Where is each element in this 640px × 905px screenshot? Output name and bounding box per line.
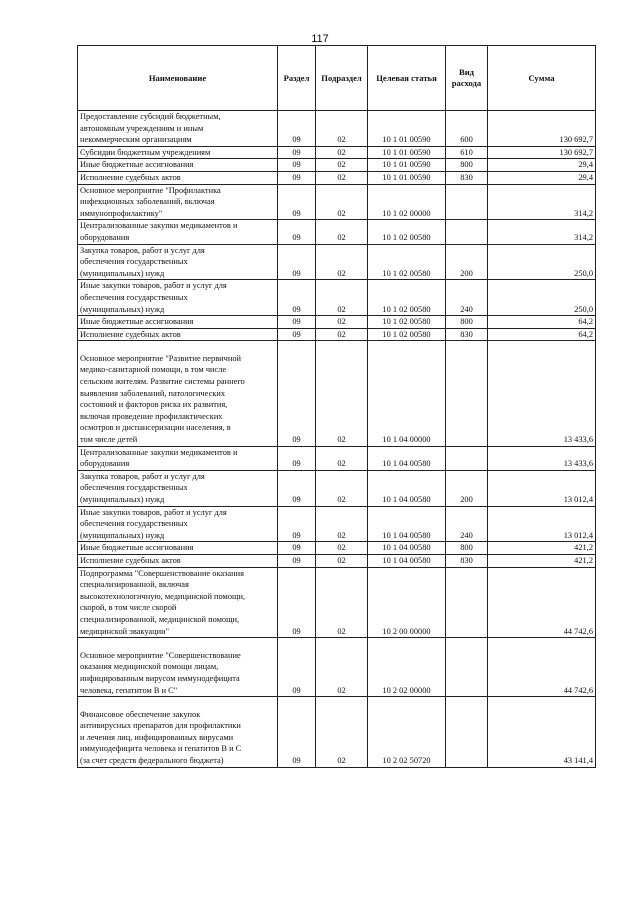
table-row <box>78 638 596 697</box>
row-sum: 64,2 <box>488 316 596 329</box>
row-section: 09 <box>278 470 316 506</box>
row-subsection: 02 <box>316 446 368 470</box>
table-row <box>78 184 596 220</box>
row-subsection: 02 <box>316 146 368 159</box>
row-target: 10 1 04 00000 <box>368 341 446 446</box>
row-section: 09 <box>278 111 316 147</box>
row-name: Основное мероприятие "Развитие первичной медико-санитарной помощи, в том числе сельским жителям. Развитие системы раннего выявления заболеваний, патологических состояний и факторов риска их развития, включая проведение профилактических осмотров и диспансеризации населения, в том числе детей <box>78 341 278 446</box>
row-subsection: 02 <box>316 159 368 172</box>
row-name: Основное мероприятие "Совершенствование оказания медицинской помощи лицам, инфицированным вирусом иммунодефицита человека, гепатитом B и C" <box>78 638 278 697</box>
row-sum: 314,2 <box>488 220 596 244</box>
row-expense-type: 830 <box>446 328 488 341</box>
table-row <box>78 554 596 567</box>
table-row <box>78 244 596 280</box>
table-row <box>78 542 596 555</box>
row-subsection: 02 <box>316 638 368 697</box>
row-section: 09 <box>278 567 316 638</box>
row-name: Иные бюджетные ассигнования <box>78 542 278 555</box>
row-target: 10 2 00 00000 <box>368 567 446 638</box>
row-name: Исполнение судебных актов <box>78 171 278 184</box>
header-section: Раздел <box>278 46 316 111</box>
row-section: 09 <box>278 697 316 768</box>
row-expense-type <box>446 184 488 220</box>
row-sum: 43 141,4 <box>488 697 596 768</box>
budget-table <box>77 45 596 768</box>
row-section: 09 <box>278 316 316 329</box>
row-expense-type <box>446 341 488 446</box>
row-expense-type: 830 <box>446 554 488 567</box>
header-sum: Сумма <box>488 46 596 111</box>
row-section: 09 <box>278 506 316 542</box>
row-section: 09 <box>278 184 316 220</box>
table-row <box>78 341 596 446</box>
row-sum: 13 433,6 <box>488 446 596 470</box>
table-row <box>78 159 596 172</box>
table-row <box>78 146 596 159</box>
row-section: 09 <box>278 542 316 555</box>
row-subsection: 02 <box>316 697 368 768</box>
row-expense-type: 200 <box>446 470 488 506</box>
row-name: Субсидии бюджетным учреждениям <box>78 146 278 159</box>
row-name: Подпрограмма "Совершенствование оказания специализированной, включая высокотехнологичную, медицинской помощи, скорой, в том числе скорой специализированной, медицинской помощи, медицинской эвакуации" <box>78 567 278 638</box>
row-target: 10 1 02 00580 <box>368 316 446 329</box>
row-name: Финансовое обеспечение закупок антивирусных препаратов для профилактики и лечения лиц, инфицированных вирусами иммунодефицита человека и гепатитов B и C (за счет средств федерального бюджета) <box>78 697 278 768</box>
row-target: 10 1 01 00590 <box>368 159 446 172</box>
row-name: Исполнение судебных актов <box>78 328 278 341</box>
row-subsection: 02 <box>316 316 368 329</box>
row-subsection: 02 <box>316 171 368 184</box>
row-name: Закупка товаров, работ и услуг для обеспечения государственных (муниципальных) нужд <box>78 244 278 280</box>
row-expense-type: 800 <box>446 159 488 172</box>
table-row <box>78 280 596 316</box>
header-subsection: Подраздел <box>316 46 368 111</box>
table-row <box>78 470 596 506</box>
row-target: 10 1 01 00590 <box>368 171 446 184</box>
row-subsection: 02 <box>316 328 368 341</box>
row-name: Исполнение судебных актов <box>78 554 278 567</box>
row-section: 09 <box>278 146 316 159</box>
row-sum: 250,0 <box>488 244 596 280</box>
row-name: Централизованные закупки медикаментов и оборудования <box>78 446 278 470</box>
row-subsection: 02 <box>316 506 368 542</box>
row-target: 10 1 02 00580 <box>368 244 446 280</box>
row-sum: 44 742,6 <box>488 567 596 638</box>
row-name: Основное мероприятие "Профилактика инфекционных заболеваний, включая иммунопрофилактику" <box>78 184 278 220</box>
table-row <box>78 328 596 341</box>
row-name: Иные закупки товаров, работ и услуг для обеспечения государственных (муниципальных) нужд <box>78 506 278 542</box>
row-sum: 29,4 <box>488 171 596 184</box>
row-target: 10 1 01 00590 <box>368 146 446 159</box>
row-section: 09 <box>278 280 316 316</box>
row-expense-type: 240 <box>446 280 488 316</box>
row-sum: 130 692,7 <box>488 111 596 147</box>
row-subsection: 02 <box>316 184 368 220</box>
row-name: Иные закупки товаров, работ и услуг для обеспечения государственных (муниципальных) нужд <box>78 280 278 316</box>
row-section: 09 <box>278 554 316 567</box>
row-target: 10 1 04 00580 <box>368 554 446 567</box>
row-name: Иные бюджетные ассигнования <box>78 316 278 329</box>
row-subsection: 02 <box>316 244 368 280</box>
table-row <box>78 171 596 184</box>
row-subsection: 02 <box>316 470 368 506</box>
header-expense-type: Вид расхода <box>446 46 488 111</box>
row-section: 09 <box>278 446 316 470</box>
row-sum: 13 012,4 <box>488 470 596 506</box>
row-sum: 64,2 <box>488 328 596 341</box>
row-target: 10 1 02 00000 <box>368 184 446 220</box>
row-expense-type <box>446 567 488 638</box>
row-expense-type: 800 <box>446 316 488 329</box>
row-section: 09 <box>278 159 316 172</box>
row-expense-type: 610 <box>446 146 488 159</box>
row-name: Иные бюджетные ассигнования <box>78 159 278 172</box>
row-sum: 130 692,7 <box>488 146 596 159</box>
row-subsection: 02 <box>316 341 368 446</box>
row-name: Предоставление субсидий бюджетным, автономным учреждениям и иным некоммерческим организациям <box>78 111 278 147</box>
row-expense-type <box>446 220 488 244</box>
row-subsection: 02 <box>316 567 368 638</box>
row-target: 10 1 04 00580 <box>368 542 446 555</box>
row-expense-type: 200 <box>446 244 488 280</box>
table-row <box>78 567 596 638</box>
row-subsection: 02 <box>316 111 368 147</box>
table-row <box>78 316 596 329</box>
row-section: 09 <box>278 220 316 244</box>
row-subsection: 02 <box>316 542 368 555</box>
row-sum: 13 012,4 <box>488 506 596 542</box>
row-expense-type: 800 <box>446 542 488 555</box>
row-sum: 314,2 <box>488 184 596 220</box>
table-row <box>78 506 596 542</box>
row-subsection: 02 <box>316 554 368 567</box>
table-row <box>78 446 596 470</box>
row-section: 09 <box>278 341 316 446</box>
row-section: 09 <box>278 638 316 697</box>
row-sum: 29,4 <box>488 159 596 172</box>
row-target: 10 1 04 00580 <box>368 446 446 470</box>
row-expense-type: 600 <box>446 111 488 147</box>
header-target: Целевая статья <box>368 46 446 111</box>
row-subsection: 02 <box>316 280 368 316</box>
table-row <box>78 111 596 147</box>
table-header-row <box>78 46 596 111</box>
row-target: 10 1 02 00580 <box>368 328 446 341</box>
row-name: Централизованные закупки медикаментов и оборудования <box>78 220 278 244</box>
row-target: 10 2 02 00000 <box>368 638 446 697</box>
row-expense-type <box>446 697 488 768</box>
table-row <box>78 220 596 244</box>
row-sum: 421,2 <box>488 542 596 555</box>
row-sum: 421,2 <box>488 554 596 567</box>
row-target: 10 2 02 50720 <box>368 697 446 768</box>
row-expense-type: 240 <box>446 506 488 542</box>
row-subsection: 02 <box>316 220 368 244</box>
row-target: 10 1 02 00580 <box>368 220 446 244</box>
row-expense-type: 830 <box>446 171 488 184</box>
row-target: 10 1 04 00580 <box>368 506 446 542</box>
row-section: 09 <box>278 328 316 341</box>
row-sum: 250,0 <box>488 280 596 316</box>
row-sum: 44 742,6 <box>488 638 596 697</box>
row-section: 09 <box>278 244 316 280</box>
row-expense-type <box>446 638 488 697</box>
row-target: 10 1 01 00590 <box>368 111 446 147</box>
row-target: 10 1 02 00580 <box>368 280 446 316</box>
row-expense-type <box>446 446 488 470</box>
row-sum: 13 433,6 <box>488 341 596 446</box>
table-row <box>78 697 596 768</box>
page-number: 117 <box>311 33 329 45</box>
row-section: 09 <box>278 171 316 184</box>
row-name: Закупка товаров, работ и услуг для обеспечения государственных (муниципальных) нужд <box>78 470 278 506</box>
header-name: Наименование <box>78 46 278 111</box>
row-target: 10 1 04 00580 <box>368 470 446 506</box>
